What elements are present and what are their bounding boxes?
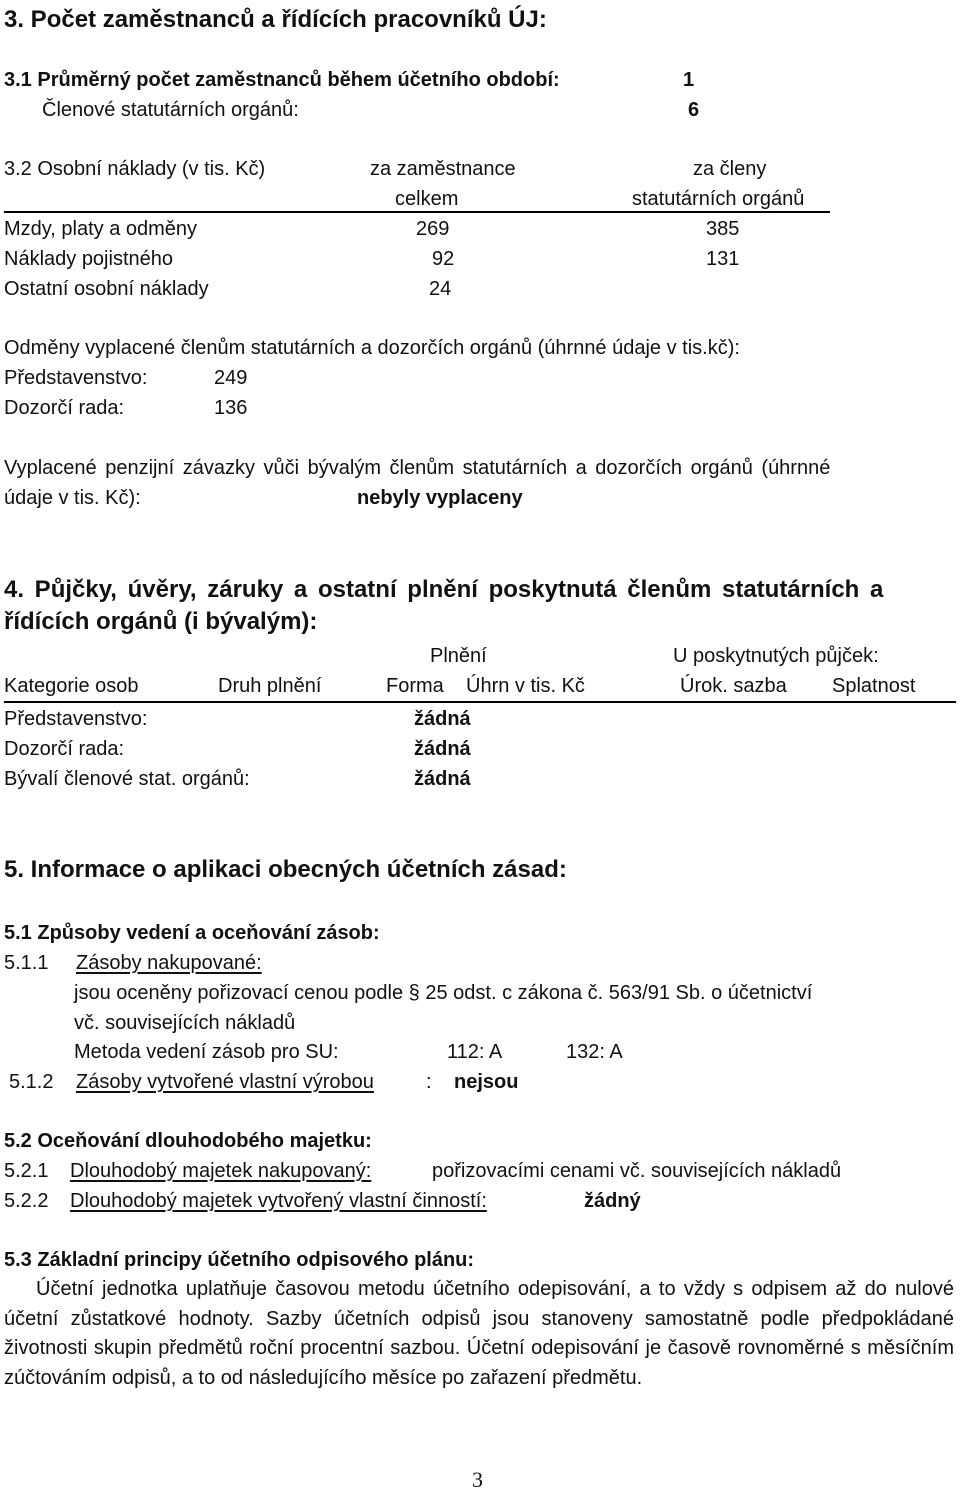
costs-row-v2: 385 (706, 218, 740, 240)
rewards-title: Odměny vyplacené členům statutárních a dozorčích orgánů (úhrnné údaje v tis.kč): (4, 337, 740, 359)
costs-row-label: Náklady pojistného (4, 248, 173, 270)
loans-row-label: Představenstvo: (4, 708, 148, 730)
avg-employees-value: 1 (683, 69, 695, 91)
section-4-heading-2: řídících orgánů (i bývalým): (4, 608, 318, 635)
depreciation-text (4, 1275, 954, 1393)
p512-number: 5.1.2 (9, 1071, 54, 1093)
board-label: Představenstvo: (4, 367, 148, 389)
p522-label: Dlouhodobý majetek vytvořený vlastní činností: (70, 1190, 487, 1212)
p511-label: Zásoby nakupované: (76, 952, 262, 974)
loans-table-rule (4, 701, 956, 703)
col-header-form: Forma (386, 675, 444, 697)
page-number: 3 (472, 1467, 483, 1492)
col-employees-header: za zaměstnance (370, 158, 516, 180)
members-label: Členové statutárních orgánů: (42, 99, 299, 121)
p521-label: Dlouhodobý majetek nakupovaný: (70, 1160, 372, 1182)
col-members-header-2: statutárních orgánů (632, 188, 805, 210)
costs-row-label: Mzdy, platy a odměny (4, 218, 198, 240)
loans-header: U poskytnutých půjček: (673, 645, 879, 667)
method-label: Metoda vedení zásob pro SU: (74, 1041, 339, 1063)
pension-text-2: údaje v tis. Kč): (4, 487, 141, 509)
loans-row-value: žádná (414, 768, 471, 790)
p521-number: 5.2.1 (4, 1160, 49, 1182)
avg-employees-label: 3.1 Průměrný počet zaměstnanců během účetního období: (4, 69, 560, 91)
method-value-112: 112: A (447, 1041, 503, 1063)
personnel-costs-label: 3.2 Osobní náklady (v tis. Kč) (4, 158, 266, 180)
col-header-rate: Úrok. sazba (680, 675, 787, 697)
costs-table-rule (4, 211, 830, 213)
costs-row-v1: 24 (429, 278, 452, 300)
p512-colon: : (426, 1071, 432, 1093)
costs-row-v2: 131 (706, 248, 740, 270)
plneni-header: Plnění (430, 645, 487, 667)
p522-number: 5.2.2 (4, 1190, 49, 1212)
pension-value: nebyly vyplaceny (357, 487, 523, 509)
col-header-total: Úhrn v tis. Kč (466, 675, 585, 697)
loans-row-value: žádná (414, 708, 471, 730)
costs-row-label: Ostatní osobní náklady (4, 278, 209, 300)
p512-label: Zásoby vytvořené vlastní výrobou (76, 1071, 374, 1093)
p511-text-2: vč. souvisejících nákladů (74, 1012, 296, 1034)
costs-row-v1: 269 (416, 218, 450, 240)
loans-row-label: Bývalí členové stat. orgánů: (4, 768, 250, 790)
loans-row-value: žádná (414, 738, 471, 760)
assets-heading: 5.2 Oceňování dlouhodobého majetku: (4, 1130, 372, 1152)
p522-value: žádný (584, 1190, 641, 1212)
members-value: 6 (688, 99, 700, 121)
inventory-heading: 5.1 Způsoby vedení a oceňování zásob: (4, 922, 380, 944)
col-header-type: Druh plnění (218, 675, 322, 697)
section-5-heading: 5. Informace o aplikaci obecných účetních zásad: (4, 856, 567, 883)
col-employees-header-2: celkem (395, 188, 459, 210)
section-4-heading: 4. Půjčky, úvěry, záruky a ostatní plnění poskytnutá členům statutárních a (4, 576, 884, 603)
loans-row-label: Dozorčí rada: (4, 738, 125, 760)
supervisory-label: Dozorčí rada: (4, 397, 125, 419)
p521-value: pořizovacími cenami vč. souvisejících nákladů (432, 1160, 842, 1182)
depreciation-heading: 5.3 Základní principy účetního odpisového plánu: (4, 1249, 475, 1271)
section-3-heading: 3. Počet zaměstnanců a řídících pracovníků ÚJ: (4, 6, 547, 33)
costs-row-v1: 92 (432, 248, 455, 270)
board-value: 249 (214, 367, 248, 389)
supervisory-value: 136 (214, 397, 248, 419)
method-value-132: 132: A (566, 1041, 623, 1063)
col-header-category: Kategorie osob (4, 675, 139, 697)
p511-text: jsou oceněny pořizovací cenou podle § 25 odst. c zákona č. 563/91 Sb. o účetnictví (74, 982, 813, 1004)
col-members-header: za členy (693, 158, 767, 180)
col-header-maturity: Splatnost (832, 675, 916, 697)
pension-text: Vyplacené penzijní závazky vůči bývalým členům statutárních a dozorčích orgánů (úhrnné (4, 457, 831, 479)
p512-value: nejsou (454, 1071, 519, 1093)
p511-number: 5.1.1 (4, 952, 49, 974)
depreciation-paragraph: Účetní jednotka uplatňuje časovou metodu účetního odepisování, a to vždy s odpisem až do nulové účetní zůstatkové hodnoty. Sazby účetních odpisů jsou stanoveny samostatně podle předpokládané životnosti skupin předmětů roční procentní sazbou. Účetní odepisování je časově rovnoměrné s měsíčním zúčtováním odpisů, a to od následujícího měsíce po zařazení předmětu. (4, 1278, 954, 1389)
